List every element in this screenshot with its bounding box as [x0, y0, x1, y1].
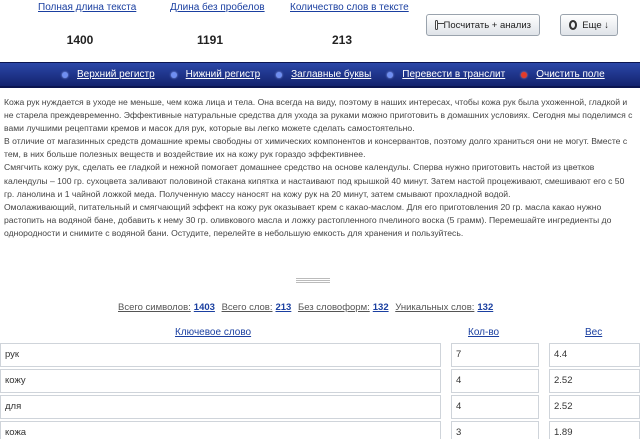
weight-cell: 2.52	[549, 395, 640, 419]
no-stopwords-label: Без словоформ:	[297, 302, 370, 313]
table-row	[0, 395, 640, 421]
count-cell: 4	[451, 395, 539, 419]
resize-splitter[interactable]	[0, 270, 640, 288]
word-count-label[interactable]: Количество слов в тексте	[290, 2, 409, 13]
header-count[interactable]: Кол-во	[468, 327, 500, 338]
weight-cell: 2.52	[549, 369, 640, 393]
capitalize-link[interactable]: Заглавные буквы	[291, 69, 372, 80]
total-words-value[interactable]: 213	[275, 302, 292, 313]
text-input-area[interactable]	[0, 96, 640, 266]
header-keyword[interactable]: Ключевое слово	[175, 327, 252, 338]
total-chars-value[interactable]: 1403	[193, 302, 215, 313]
text-tools-toolbar	[0, 62, 640, 88]
keyword-cell: кожу	[0, 369, 441, 393]
count-cell: 4	[451, 369, 539, 393]
analyze-button[interactable]	[426, 14, 540, 36]
more-button[interactable]	[560, 14, 618, 36]
bullet-icon	[276, 72, 282, 78]
keyword-cell: рук	[0, 343, 441, 367]
header-weight[interactable]: Вес	[585, 327, 603, 338]
keyword-cell: для	[0, 395, 441, 419]
full-length-label[interactable]: Полная длина текста	[38, 2, 137, 13]
translit-link[interactable]: Перевести в транслит	[402, 69, 506, 80]
table-row	[0, 343, 640, 369]
total-words-label: Всего слов:	[221, 302, 273, 313]
more-button-label: Еще ↓	[582, 19, 609, 31]
clear-bullet-icon	[521, 72, 527, 78]
weight-cell: 4.4	[549, 343, 640, 367]
count-cell: 3	[451, 421, 539, 439]
stats-header	[0, 0, 640, 58]
bullet-icon	[62, 72, 68, 78]
word-count-stat	[290, 2, 409, 47]
unique-words-value[interactable]: 132	[477, 302, 494, 313]
toolbar-item-lowercase[interactable]	[171, 69, 260, 80]
total-chars-label: Всего символов:	[118, 302, 191, 313]
no-spaces-value: 1191	[196, 33, 224, 47]
table-row	[0, 421, 640, 439]
analyze-button-label: Посчитать + анализ	[443, 19, 531, 31]
gear-icon	[569, 20, 577, 30]
count-cell: 7	[451, 343, 539, 367]
no-stopwords-value[interactable]: 132	[372, 302, 389, 313]
unique-words-label: Уникальных слов:	[395, 302, 475, 313]
lowercase-link[interactable]: Нижний регистр	[185, 69, 261, 80]
no-spaces-label[interactable]: Длина без пробелов	[170, 2, 265, 13]
full-length-value: 1400	[66, 33, 94, 47]
table-row	[0, 369, 640, 395]
weight-cell: 1.89	[549, 421, 640, 439]
no-spaces-stat	[170, 2, 265, 47]
toolbar-item-clear[interactable]	[521, 69, 604, 80]
keyword-cell: кожа	[0, 421, 441, 439]
full-length-stat	[38, 2, 137, 47]
uppercase-link[interactable]: Верхний регистр	[77, 69, 155, 80]
summary-line	[118, 302, 497, 313]
calculator-icon	[435, 20, 438, 30]
bullet-icon	[387, 72, 393, 78]
text-content: Кожа рук нуждается в уходе не меньше, чем кожа лица и тела. Она всегда на виду, поэтому в наших интересах, чтобы кожа рук была ухоженной, гладкой и не старела преждевременно. Эффективные натуральные средства для ухода за руками можно приготовить в домашних условиях. Сегодня мы поделимся с вами лучшими рецептами кремов и масок для рук, которые вы легко можете сделать самостоятельно. В отличие от магазинных средств домашние кремы свободны от химических компонентов и консервантов, поэтому долго храниться они не могут. Вместе с тем, в них больше полезных веществ и воздействие их на кожу рук гораздо эффективнее. Смягчить кожу рук, сделать ее гладкой и нежной помогает домашнее средство на основе календулы. Сперва нужно приготовить настой из цветков календулы – 100 гр. сухоцвета заливают половиной стакана кипятка и настаивают под крышкой 40 минут. Затем настой процеживают, смешивают его с 50 гр. ланолина и 1 чайной ложкой меда. Полученную массу наносят на кожу рук на 20 минут, затем смывают прохладной водой. Омолаживающий, питательный и смягчающий эффект на кожу рук оказывает крем с какао-маслом. Для его приготовления 20 гр. масла какао нужно растопить на водяной бане, добавить к нему 30 гр. оливкового масла и ложку растопленного пчелиного воска (5 грамм). Перемешайте ингредиенты до однородности и снимите с водяной бани. Остудите, перелейте в небольшую емкость для хранения и пользуйтесь.	[4, 97, 633, 238]
grip-icon[interactable]	[296, 278, 330, 283]
bullet-icon	[171, 72, 177, 78]
keyword-table-header	[0, 324, 640, 342]
toolbar-item-translit[interactable]	[387, 69, 505, 80]
word-count-value: 213	[331, 33, 353, 47]
clear-field-link[interactable]: Очистить поле	[536, 69, 605, 80]
toolbar-item-capitalize[interactable]	[276, 69, 371, 80]
toolbar-item-uppercase[interactable]	[62, 69, 155, 80]
